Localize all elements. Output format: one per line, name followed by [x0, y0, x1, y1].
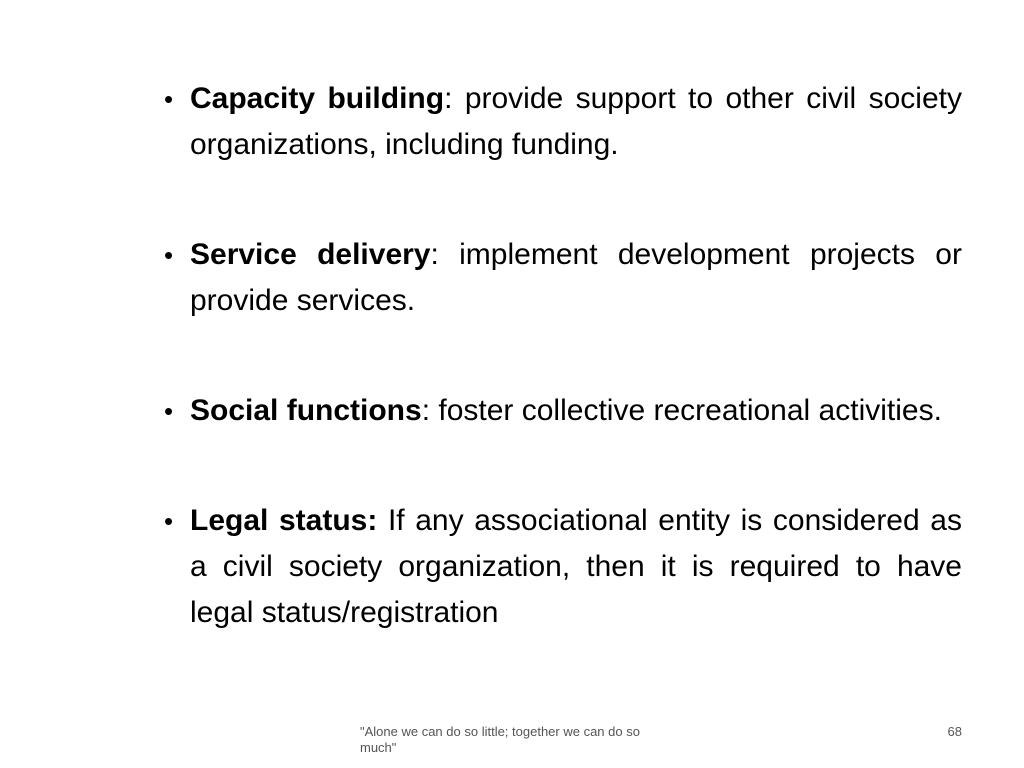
- bullet-term: Legal status:: [190, 504, 378, 537]
- footer-quote: "Alone we can do so little; together we can do so much": [360, 724, 640, 755]
- bullet-dot-icon: •: [164, 240, 174, 270]
- bullet-dot-icon: •: [164, 84, 174, 114]
- bullet-dot-icon: •: [164, 506, 174, 536]
- bullet-service-delivery: [160, 232, 962, 324]
- bullet-capacity-building: [160, 76, 962, 168]
- bullet-term: Social functions: [190, 394, 422, 427]
- bullet-term: Service delivery: [190, 238, 431, 271]
- bullet-dot-icon: •: [164, 396, 174, 426]
- bullet-text: implement development projects or provide services.: [190, 238, 962, 317]
- bullet-term: Capacity building: [190, 82, 445, 115]
- bullet-legal-status: [160, 498, 962, 636]
- page-number: 68: [947, 724, 962, 739]
- bullet-list: [160, 76, 962, 700]
- bullet-separator: :: [430, 238, 439, 271]
- bullet-text: provide support to other civil society organizations, including funding.: [190, 82, 962, 161]
- bullet-social-functions: [160, 388, 962, 434]
- bullet-separator: :: [444, 82, 453, 115]
- bullet-separator: :: [421, 394, 431, 427]
- bullet-text: foster collective recreational activities.: [430, 394, 942, 427]
- bullet-text: If any associational entity is considered as a civil society organization, then it is required to have legal status/registration: [190, 504, 962, 629]
